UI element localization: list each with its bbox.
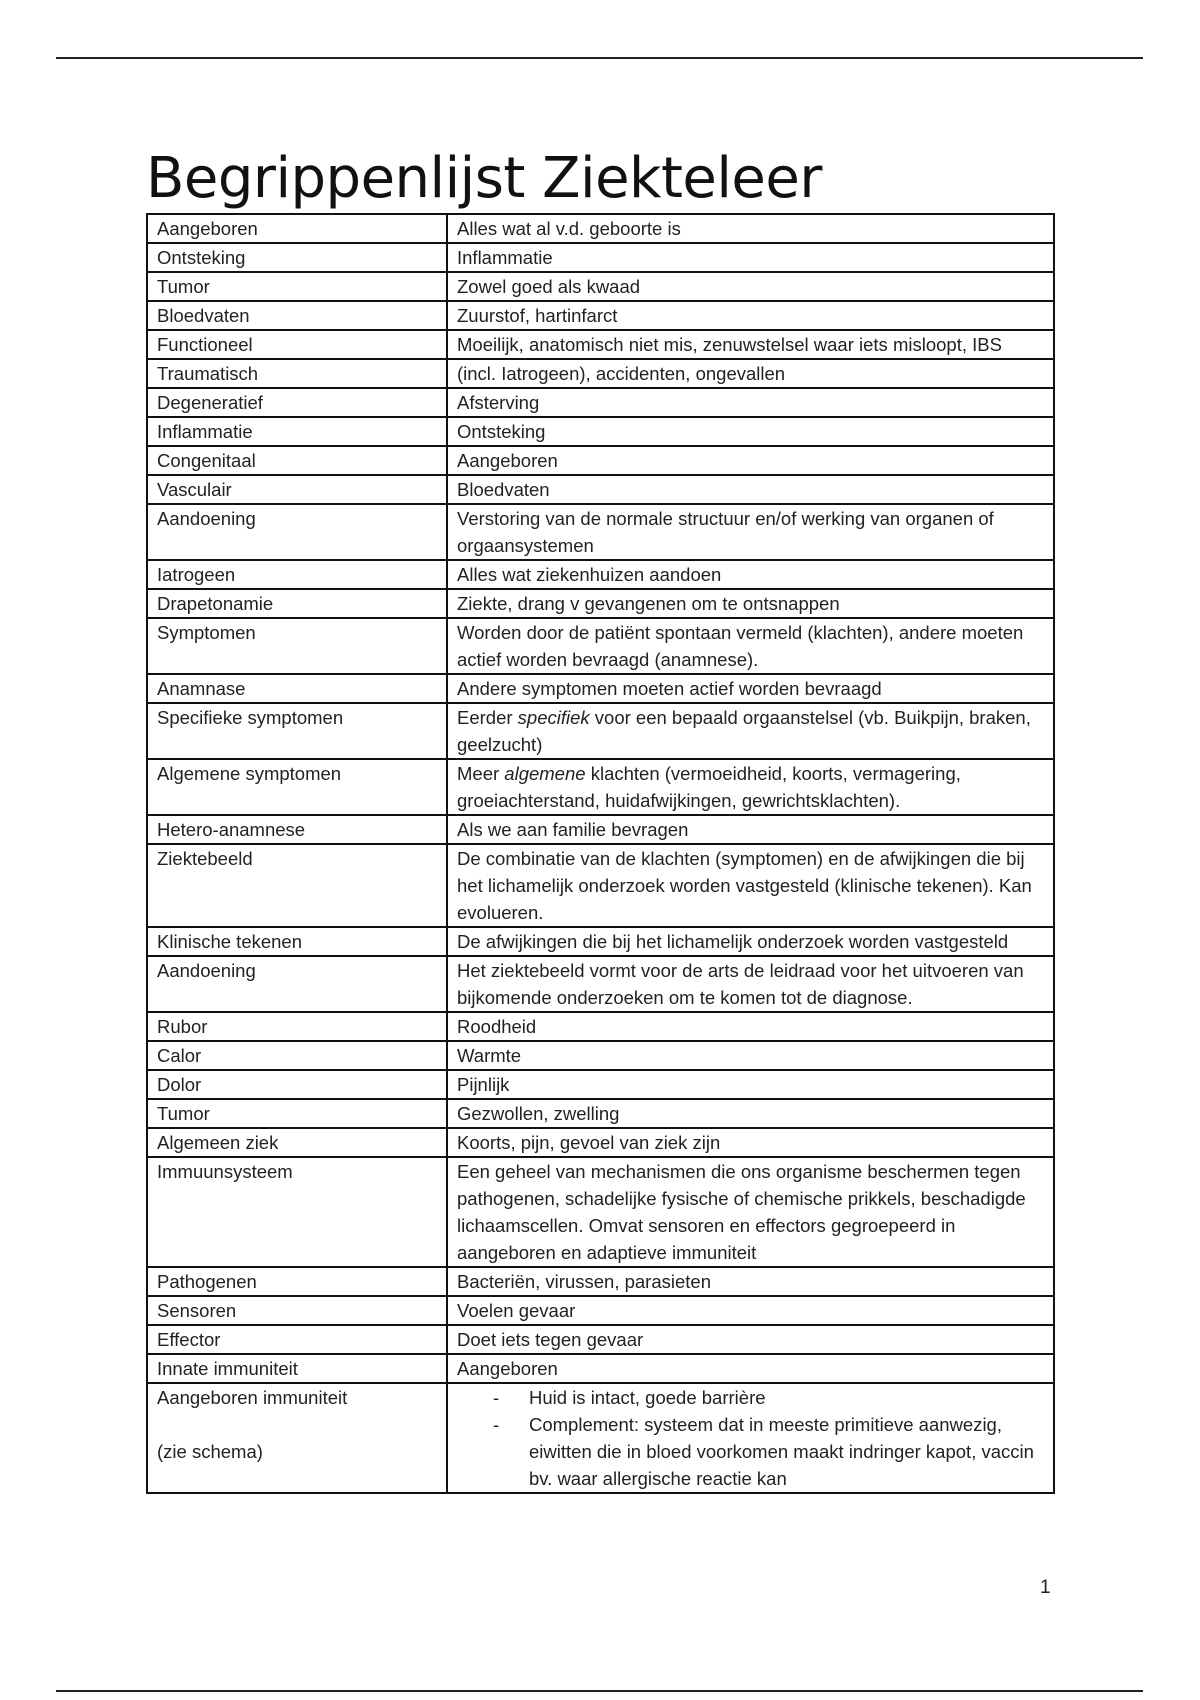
term-text: Aangeboren immuniteit [157,1387,348,1408]
definition-cell [447,703,1054,759]
table-row [147,1383,1054,1493]
table-row [147,956,1054,1012]
term-cell [147,1383,447,1493]
definition-cell: Doet iets tegen gevaar [447,1325,1054,1354]
definition-cell: Inflammatie [447,243,1054,272]
term-cell: Calor [147,1041,447,1070]
footer-rule [56,1690,1143,1692]
term-cell: Aandoening [147,956,447,1012]
definition-cell: Alles wat ziekenhuizen aandoen [447,560,1054,589]
term-cell: Traumatisch [147,359,447,388]
definition-cell: Koorts, pijn, gevoel van ziek zijn [447,1128,1054,1157]
term-cell: Innate immuniteit [147,1354,447,1383]
table-row [147,504,1054,560]
term-cell: Rubor [147,1012,447,1041]
list-item: - Complement: systeem dat in meeste primitieve aanwezig, eiwitten die in bloed voorkomen maakt indringer kapot, vaccin bv. waar allergische reactie kan [457,1411,1044,1492]
definition-cell: Ontsteking [447,417,1054,446]
list-item: - Huid is intact, goede barrière [457,1384,1044,1411]
definition-text: voor een bepaald orgaanstelsel (vb. Buikpijn, braken, geelzucht) [457,707,1031,755]
glossary-table [146,213,1055,1494]
table-row [147,359,1054,388]
table-row [147,618,1054,674]
table-row [147,674,1054,703]
table-row [147,388,1054,417]
term-cell: Iatrogeen [147,560,447,589]
term-cell: Specifieke symptomen [147,703,447,759]
table-row [147,1099,1054,1128]
term-cell: Vasculair [147,475,447,504]
table-row [147,589,1054,618]
term-cell: Tumor [147,1099,447,1128]
definition-text: klachten (vermoeidheid, koorts, vermagering, groeiachterstand, huidafwijkingen, gewrichtsklachten). [457,763,961,811]
term-note: (zie schema) [157,1441,263,1462]
table-row [147,844,1054,927]
definition-cell: Ziekte, drang v gevangenen om te ontsnappen [447,589,1054,618]
definition-cell: De combinatie van de klachten (symptomen) en de afwijkingen die bij het lichamelijk onderzoek worden vastgesteld (klinische tekenen). Kan evolueren. [447,844,1054,927]
term-cell: Bloedvaten [147,301,447,330]
term-cell: Symptomen [147,618,447,674]
term-cell: Pathogenen [147,1267,447,1296]
term-cell: Ontsteking [147,243,447,272]
definition-cell: Roodheid [447,1012,1054,1041]
definition-cell: Zuurstof, hartinfarct [447,301,1054,330]
term-cell: Sensoren [147,1296,447,1325]
term-cell: Klinische tekenen [147,927,447,956]
definition-cell: Aangeboren [447,446,1054,475]
table-row [147,330,1054,359]
table-row [147,243,1054,272]
definition-cell [447,1383,1054,1493]
table-row [147,560,1054,589]
definition-cell: Afsterving [447,388,1054,417]
term-cell: Ziektebeeld [147,844,447,927]
definition-cell: Voelen gevaar [447,1296,1054,1325]
table-row [147,1354,1054,1383]
definition-cell: Bloedvaten [447,475,1054,504]
term-cell: Immuunsysteem [147,1157,447,1267]
definition-cell: Moeilijk, anatomisch niet mis, zenuwstelsel waar iets misloopt, IBS [447,330,1054,359]
table-row [147,446,1054,475]
definition-cell: Aangeboren [447,1354,1054,1383]
term-cell: Drapetonamie [147,589,447,618]
term-cell: Hetero-anamnese [147,815,447,844]
table-row [147,1296,1054,1325]
definition-cell: Andere symptomen moeten actief worden bevraagd [447,674,1054,703]
header-rule [56,57,1143,59]
term-cell: Congenitaal [147,446,447,475]
definition-cell: Zowel goed als kwaad [447,272,1054,301]
definition-cell [447,759,1054,815]
definition-text: Eerder [457,707,518,728]
table-row [147,1128,1054,1157]
definition-cell: Worden door de patiënt spontaan vermeld (klachten), andere moeten actief worden bevraagd (anamnese). [447,618,1054,674]
table-row [147,417,1054,446]
page-title: Begrippenlijst Ziekteleer [146,146,822,211]
table-row [147,759,1054,815]
definition-cell: Als we aan familie bevragen [447,815,1054,844]
definition-cell: Pijnlijk [447,1070,1054,1099]
definition-emphasis: specifiek [517,707,590,728]
table-row [147,272,1054,301]
table-row [147,1325,1054,1354]
table-row [147,214,1054,243]
table-row [147,301,1054,330]
table-row [147,815,1054,844]
term-cell: Effector [147,1325,447,1354]
definition-cell: Een geheel van mechanismen die ons organisme beschermen tegen pathogenen, schadelijke fysische of chemische prikkels, beschadigde lichaamscellen. Omvat sensoren en effectors gegroepeerd in aangeboren en adaptieve immuniteit [447,1157,1054,1267]
table-row [147,1041,1054,1070]
definition-cell: De afwijkingen die bij het lichamelijk onderzoek worden vastgesteld [447,927,1054,956]
definition-list [457,1384,1044,1492]
definition-emphasis: algemene [504,763,586,784]
term-cell: Aandoening [147,504,447,560]
definition-text: Meer [457,763,505,784]
definition-cell: Het ziektebeeld vormt voor de arts de leidraad voor het uitvoeren van bijkomende onderzoeken om te komen tot de diagnose. [447,956,1054,1012]
term-cell: Algemeen ziek [147,1128,447,1157]
definition-cell: (incl. Iatrogeen), accidenten, ongevallen [447,359,1054,388]
term-cell: Functioneel [147,330,447,359]
term-cell: Dolor [147,1070,447,1099]
definition-cell: Alles wat al v.d. geboorte is [447,214,1054,243]
term-cell: Tumor [147,272,447,301]
page-number: 1 [1040,1577,1051,1598]
term-cell: Degeneratief [147,388,447,417]
definition-cell: Bacteriën, virussen, parasieten [447,1267,1054,1296]
term-cell: Aangeboren [147,214,447,243]
term-cell: Inflammatie [147,417,447,446]
table-row [147,1012,1054,1041]
table-row [147,703,1054,759]
table-row [147,1267,1054,1296]
table-row [147,927,1054,956]
table-row [147,475,1054,504]
term-cell: Algemene symptomen [147,759,447,815]
table-row [147,1070,1054,1099]
table-row [147,1157,1054,1267]
term-cell: Anamnase [147,674,447,703]
definition-cell: Gezwollen, zwelling [447,1099,1054,1128]
definition-cell: Verstoring van de normale structuur en/of werking van organen of orgaansystemen [447,504,1054,560]
definition-cell: Warmte [447,1041,1054,1070]
